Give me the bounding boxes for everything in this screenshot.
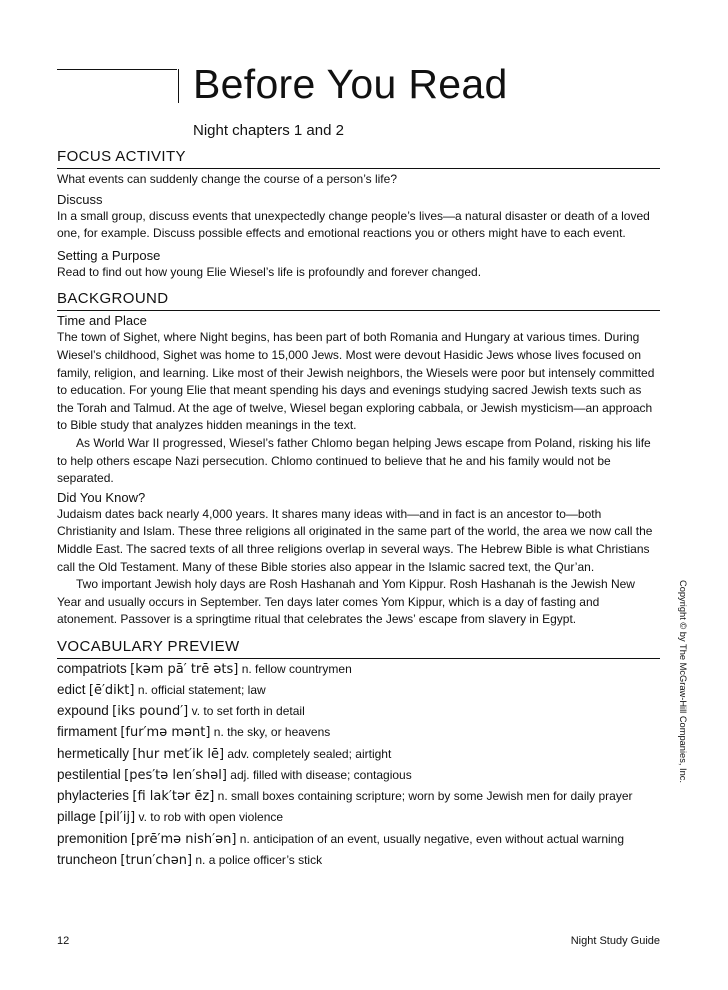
discuss-text: In a small group, discuss events that unexpectedly change people’s lives—a natural disaster or death of a loved one, for example. Discuss possible effects and emotional reactions you or others might have to each event. xyxy=(57,208,650,241)
vocab-definition: v. to rob with open violence xyxy=(138,810,284,825)
vocab-word: hermetically xyxy=(57,745,130,761)
vocab-definition: n. fellow countrymen xyxy=(241,661,352,676)
vocab-word: compatriots xyxy=(57,660,127,676)
vocab-item xyxy=(57,744,660,765)
vocabulary-list xyxy=(57,659,660,871)
purpose-text: Read to find out how young Elie Wiesel’s life is profoundly and forever changed. xyxy=(57,264,482,279)
vocab-item xyxy=(57,680,660,701)
vocab-word: edict xyxy=(57,682,86,698)
vocab-word: phylacteries xyxy=(57,788,130,804)
background-section xyxy=(57,289,660,629)
vocab-pronunciation: [iks pound′] xyxy=(112,704,189,720)
vocab-item xyxy=(57,786,660,807)
vocab-pronunciation: [fi lak′tər ēz] xyxy=(132,789,215,805)
vocab-definition: n. official statement; law xyxy=(137,683,266,698)
vocab-definition: n. anticipation of an event, usually negative, even without actual warning xyxy=(239,831,625,846)
vocab-definition: adj. filled with disease; contagious xyxy=(230,767,412,782)
background-heading: BACKGROUND xyxy=(57,289,660,311)
vocab-pronunciation: [hur met′ik lē] xyxy=(132,746,225,762)
vocab-pronunciation: [pil′ij] xyxy=(99,810,136,826)
did-you-know-paragraph-1: Judaism dates back nearly 4,000 years. It shares many ideas with—and in fact is an ancestor to—both Christianity and Islam. These three religions all originated in the same part of the world, the area we now call the Middle East. The sacred texts of all three religions overlap in several ways. The Hebrew Bible is what Christians call the Old Testament. Many of these Bible stories also appear in the Islamic sacred text, the Qur’an. xyxy=(57,506,653,574)
page-footer xyxy=(57,935,660,951)
vocabulary-section xyxy=(57,637,660,871)
vocab-item xyxy=(57,850,660,871)
header-rule xyxy=(57,69,177,70)
vocab-definition: adv. completely sealed; airtight xyxy=(227,746,392,761)
vocab-pronunciation: [prē′mə nish′ən] xyxy=(130,831,237,847)
vocab-item xyxy=(57,807,660,828)
vocab-pronunciation: [fur′mə mənt] xyxy=(120,725,211,741)
vocab-word: firmament xyxy=(57,724,118,740)
vocab-word: premonition xyxy=(57,830,128,846)
page-subtitle: Night chapters 1 and 2 xyxy=(193,122,344,139)
page-number: 12 xyxy=(57,935,70,947)
discuss-heading: Discuss xyxy=(57,191,103,207)
vocab-item xyxy=(57,659,660,680)
copyright-notice xyxy=(676,580,690,795)
vocab-definition: n. a police officer’s stick xyxy=(195,852,323,867)
vocab-word: pestilential xyxy=(57,766,121,782)
time-place-paragraph-2: As World War II progressed, Wiesel’s father Chlomo began helping Jews escape from Poland, risking his life to help others escape Nazi persecution. Chlomo continued to believe that he and his family would not be separated. xyxy=(57,435,651,486)
vocab-item xyxy=(57,829,660,850)
vocab-word: pillage xyxy=(57,809,97,825)
vocab-pronunciation: [trun′chən] xyxy=(120,852,193,868)
vocab-pronunciation: [kəm pā′ trē əts] xyxy=(130,661,239,677)
vocab-definition: n. small boxes containing scripture; worn by some Jewish men for daily prayer xyxy=(217,789,633,804)
vocab-word: truncheon xyxy=(57,851,118,867)
vocabulary-heading: VOCABULARY PREVIEW xyxy=(57,637,660,659)
vocab-pronunciation: [pes′tə len′shəl] xyxy=(124,767,227,783)
page-title: Before You Read xyxy=(193,61,508,107)
copyright-text: Copyright © by The McGraw-Hill Companies, Inc. xyxy=(678,580,688,784)
focus-activity-heading: FOCUS ACTIVITY xyxy=(57,147,660,169)
vocab-definition: n. the sky, or heavens xyxy=(213,725,331,740)
time-place-heading: Time and Place xyxy=(57,313,147,329)
vocab-item xyxy=(57,701,660,722)
vocab-pronunciation: [ē′dikt] xyxy=(88,683,135,699)
vocab-item xyxy=(57,722,660,743)
focus-question: What events can suddenly change the course of a person’s life? xyxy=(57,172,397,186)
did-you-know-heading: Did You Know? xyxy=(57,489,146,505)
vocab-definition: v. to set forth in detail xyxy=(191,704,305,719)
vocab-item xyxy=(57,765,660,786)
focus-activity-section xyxy=(57,147,660,281)
content xyxy=(57,147,660,871)
header-divider xyxy=(178,69,179,103)
purpose-heading: Setting a Purpose xyxy=(57,247,161,263)
time-place-paragraph-1: The town of Sighet, where Night begins, has been part of both Romania and Hungary at various times. During Wiesel’s childhood, Sighet was home to 15,000 Jews. Most were devout Hasidic Jews whose lives focused on family, religion, and learning. Like most of their Jewish neighbors, the Wiesels were poor but intensely committed to education. For young Elie that meant spending his days and evenings studying sacred Jewish texts such as the Torah and Talmud. At the age of twelve, Wiesel began exploring cabbala, or Jewish mysticism—an approach to Bible study that analyzes hidden meanings in the text. xyxy=(57,330,655,433)
did-you-know-paragraph-2: Two important Jewish holy days are Rosh Hashanah and Yom Kippur. Rosh Hashanah is the Jewish New Year and usually occurs in September. Ten days later comes Yom Kippur, which is a day of fasting and atonement. Passover is a springtime ritual that celebrates the Jews’ escape from slavery in Egypt. xyxy=(57,577,635,627)
guide-title: Night Study Guide xyxy=(570,935,660,947)
vocab-word: expound xyxy=(57,703,109,719)
